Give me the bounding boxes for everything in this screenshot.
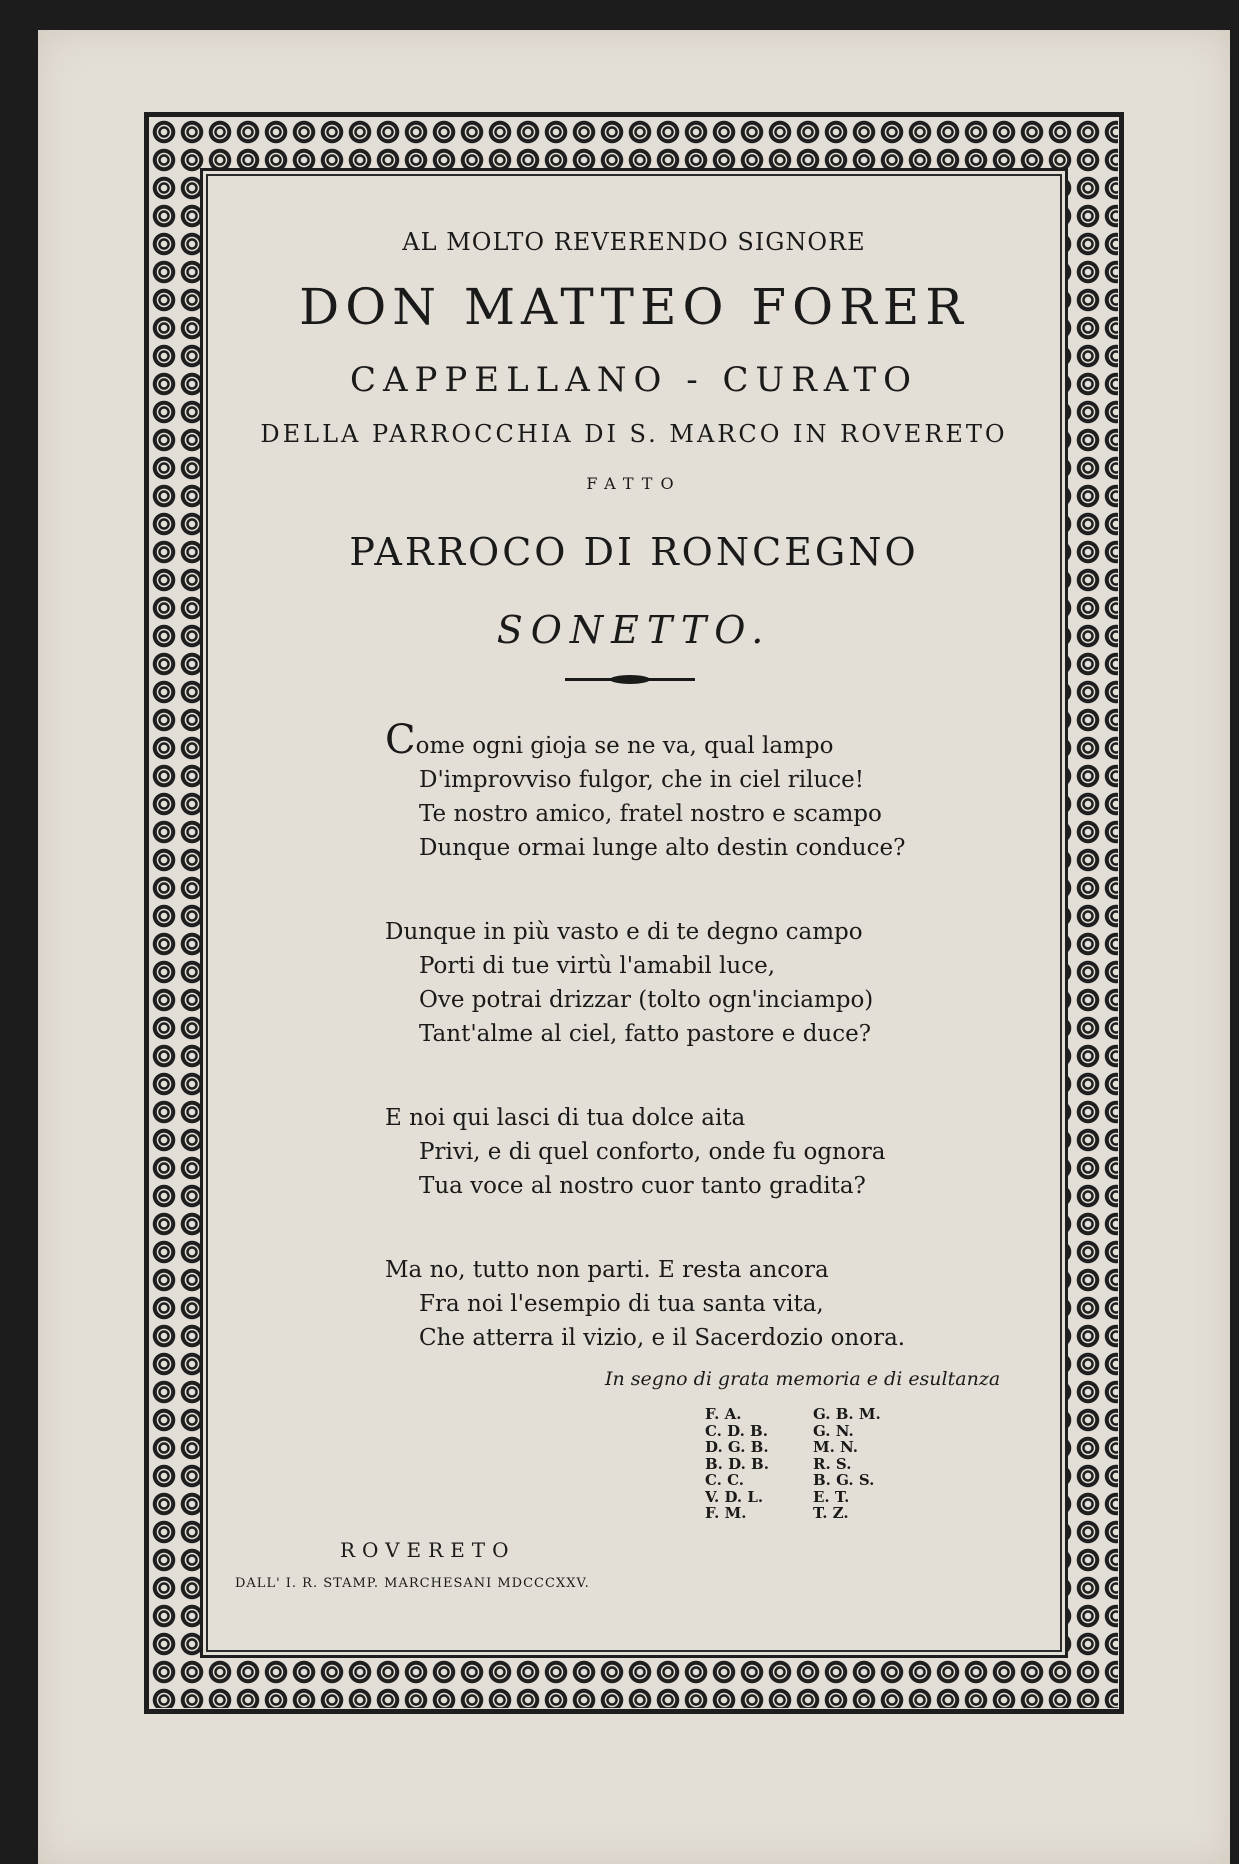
poem-line: Tant'alme al ciel, fatto pastore e duce? [419,1021,872,1047]
made-label: FATTO [586,474,682,493]
sonnet [385,717,945,1405]
signatory-initials: E. T. [813,1487,850,1506]
genre-title: SONETTO. [496,608,772,652]
poem-line: D'improvviso fulgor, che in ciel riluce! [419,767,865,793]
stanza-3 [385,1101,945,1203]
poem-line: Ma no, tutto non parti. E resta ancora [385,1257,829,1283]
honoree-role: CAPPELLANO - CURATO [349,360,919,400]
signatory-initials: G. B. M. [813,1405,881,1423]
signatory-initials: B. D. B. [705,1454,769,1473]
signatory-initials: C. C. [705,1471,745,1489]
poem-line: Dunque ormai lunge alto destin conduce? [419,835,906,861]
poem-line: Fra noi l'esempio di tua santa vita, [419,1291,824,1317]
signatory-initials: R. S. [813,1454,852,1473]
poem-line: Come ogni gioja se ne va, qual lampo [385,717,834,763]
signatory-initials: M. N. [813,1438,859,1456]
new-role-title: PARROCO DI RONCEGNO [349,530,919,574]
stanza-1 [385,717,945,865]
poem-line: Ove potrai drizzar (tolto ogn'inciampo) [419,987,874,1013]
poem-line: Privi, e di quel conforto, onde fu ognora [419,1139,886,1165]
stanza-4 [385,1253,945,1355]
signatories-left [705,1406,769,1522]
signatory-initials: B. G. S. [813,1471,875,1489]
poem-line: Porti di tue virtù l'amabil luce, [419,953,776,979]
poem-line: E noi qui lasci di tua dolce aita [385,1105,746,1131]
broadside-content [210,178,1058,1648]
honoree-name: DON MATTEO FORER [299,278,969,336]
signatory-initials: T. Z. [813,1504,849,1522]
stanza-2 [385,915,945,1051]
signatories-right [813,1406,881,1522]
signatory-initials: G. N. [813,1421,854,1440]
signatory-initials: V. D. L. [705,1487,764,1506]
signatory-initials: F. M. [705,1504,747,1522]
poem-line: Che atterra il vizio, e il Sacerdozio onora. [419,1325,906,1351]
imprint-city: ROVERETO [340,1538,516,1562]
signatory-initials: F. A. [705,1405,742,1423]
signatory-initials: C. D. B. [705,1421,768,1440]
dedication-note: In segno di grata memoria e di esultanza [605,1368,1001,1390]
decorative-rule [565,678,695,681]
imprint-printer: DALL' I. R. STAMP. MARCHESANI MDCCCXXV. [235,1576,590,1591]
signatory-initials: D. G. B. [705,1438,769,1456]
parish-line: DELLA PARROCCHIA DI S. MARCO IN ROVERETO [260,420,1008,448]
dedication-heading: AL MOLTO REVERENDO SIGNORE [402,228,866,256]
poem-line: Tua voce al nostro cuor tanto gradita? [419,1173,866,1199]
drop-initial: C [385,717,416,763]
poem-line: Dunque in più vasto e di te degno campo [385,919,863,945]
poem-line: Te nostro amico, fratel nostro e scampo [419,801,882,827]
